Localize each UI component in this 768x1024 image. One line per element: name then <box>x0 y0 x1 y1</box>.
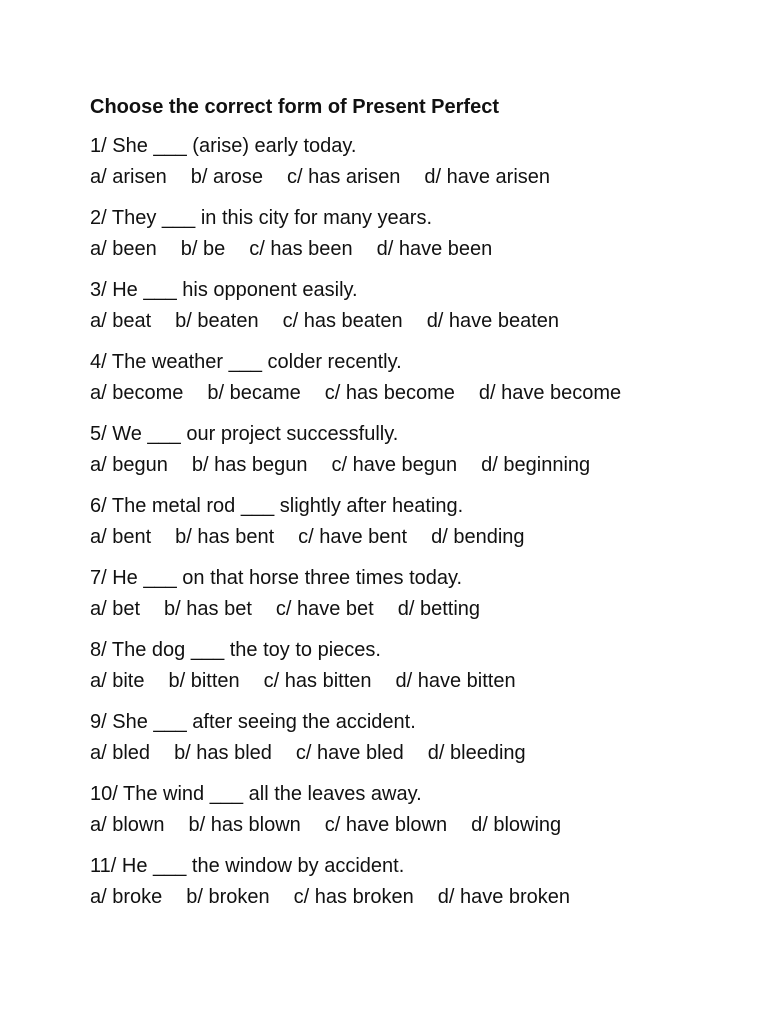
answer-option: a/ arisen <box>90 166 167 188</box>
answer-options <box>90 738 750 769</box>
answer-option: c/ has beaten <box>282 310 403 332</box>
answer-option: d/ betting <box>397 598 481 620</box>
answer-option: b/ bitten <box>168 670 240 692</box>
answer-option: c/ have bled <box>295 742 404 764</box>
answer-options <box>90 450 750 481</box>
worksheet <box>90 93 750 923</box>
question-list <box>90 131 750 913</box>
answer-option: d/ beginning <box>481 454 591 476</box>
question-item <box>90 851 750 913</box>
question-item <box>90 347 750 409</box>
answer-option: c/ has become <box>324 382 455 404</box>
answer-options <box>90 594 750 625</box>
answer-options <box>90 666 750 697</box>
answer-option: d/ have broken <box>437 886 571 908</box>
answer-options <box>90 306 750 337</box>
answer-option: a/ bite <box>90 670 145 692</box>
question-text: 3/ He ___ his opponent easily. <box>90 279 358 301</box>
answer-option: a/ been <box>90 238 157 260</box>
answer-option: b/ became <box>207 382 301 404</box>
worksheet-title: Choose the correct form of Present Perfect <box>90 96 499 118</box>
answer-options <box>90 234 750 265</box>
answer-option: a/ bled <box>90 742 151 764</box>
answer-option: d/ have been <box>376 238 493 260</box>
question-text: 2/ They ___ in this city for many years. <box>90 207 433 229</box>
answer-option: b/ has blown <box>188 814 301 836</box>
question-text: 10/ The wind ___ all the leaves away. <box>90 783 422 805</box>
answer-option: a/ broke <box>90 886 163 908</box>
answer-option: b/ arose <box>190 166 263 188</box>
question-item <box>90 203 750 265</box>
answer-options <box>90 522 750 553</box>
question-item <box>90 779 750 841</box>
answer-option: a/ bet <box>90 598 141 620</box>
question-text: 9/ She ___ after seeing the accident. <box>90 711 416 733</box>
answer-option: c/ have bet <box>275 598 374 620</box>
answer-option: b/ has bet <box>164 598 252 620</box>
answer-option: a/ beat <box>90 310 152 332</box>
question-item <box>90 563 750 625</box>
question-item <box>90 707 750 769</box>
question-text: 8/ The dog ___ the toy to pieces. <box>90 639 381 661</box>
question-text: 11/ He ___ the window by accident. <box>90 855 405 877</box>
answer-option: c/ has been <box>249 238 353 260</box>
answer-option: d/ have arisen <box>424 166 551 188</box>
question-item <box>90 635 750 697</box>
question-text: 7/ He ___ on that horse three times today. <box>90 567 463 589</box>
answer-option: d/ bleeding <box>427 742 526 764</box>
answer-option: c/ has broken <box>293 886 414 908</box>
answer-option: a/ bent <box>90 526 152 548</box>
answer-option: b/ be <box>180 238 226 260</box>
answer-options <box>90 162 750 193</box>
question-text: 5/ We ___ our project successfully. <box>90 423 399 445</box>
answer-option: d/ bending <box>431 526 525 548</box>
question-item <box>90 275 750 337</box>
answer-option: b/ beaten <box>175 310 259 332</box>
answer-option: a/ become <box>90 382 184 404</box>
answer-option: c/ has arisen <box>286 166 401 188</box>
answer-option: d/ blowing <box>471 814 562 836</box>
answer-option: b/ has begun <box>191 454 308 476</box>
answer-option: c/ have begun <box>331 454 458 476</box>
answer-option: a/ blown <box>90 814 165 836</box>
answer-option: d/ have bitten <box>395 670 516 692</box>
answer-option: b/ has bled <box>174 742 272 764</box>
answer-option: d/ have become <box>478 382 622 404</box>
question-item <box>90 419 750 481</box>
answer-option: b/ broken <box>186 886 270 908</box>
question-text: 1/ She ___ (arise) early today. <box>90 135 357 157</box>
question-text: 4/ The weather ___ colder recently. <box>90 351 402 373</box>
answer-options <box>90 882 750 913</box>
answer-options <box>90 378 750 409</box>
question-item <box>90 131 750 193</box>
answer-option: c/ have blown <box>324 814 448 836</box>
question-item <box>90 491 750 553</box>
answer-option: b/ has bent <box>175 526 275 548</box>
question-text: 6/ The metal rod ___ slightly after heating. <box>90 495 464 517</box>
answer-option: c/ has bitten <box>263 670 372 692</box>
answer-options <box>90 810 750 841</box>
answer-option: c/ have bent <box>298 526 408 548</box>
answer-option: d/ have beaten <box>426 310 560 332</box>
answer-option: a/ begun <box>90 454 168 476</box>
